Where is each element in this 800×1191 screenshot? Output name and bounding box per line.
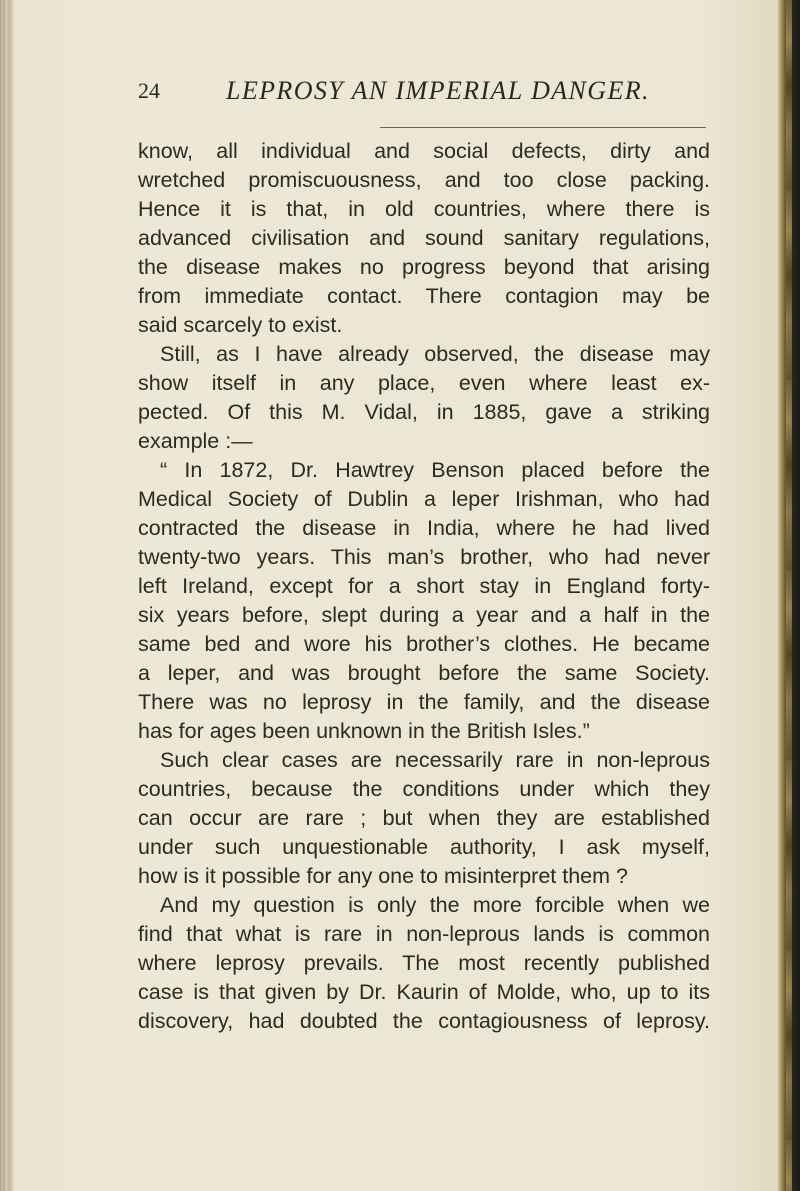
text-line: “ In 1872, Dr. Hawtrey Benson placed before the xyxy=(160,458,710,482)
text-line: find that what is rare in non-leprous lands is common xyxy=(138,922,710,946)
text-line: pected. Of this M. Vidal, in 1885, gave a striking xyxy=(138,400,710,424)
text-line: same bed and wore his brother’s clothes. He became xyxy=(138,632,710,656)
text-line: Medical Society of Dublin a leper Irishman, who had xyxy=(138,487,710,511)
page-number: 24 xyxy=(138,78,160,103)
text-line: twenty-two years. This man’s brother, who had never xyxy=(138,545,710,569)
page-edge-gilt xyxy=(786,0,792,1191)
text-line: know, all individual and social defects, dirty and xyxy=(138,139,710,163)
text-line: contracted the disease in India, where he had lived xyxy=(138,516,710,540)
header-rule xyxy=(380,127,706,128)
text-line: Such clear cases are necessarily rare in non-leprous xyxy=(160,748,710,772)
text-line: And my question is only the more forcible when we xyxy=(160,893,710,917)
text-line: countries, because the conditions under which they xyxy=(138,777,710,801)
text-line: the disease makes no progress beyond that arising xyxy=(138,255,710,279)
text-line: wretched promiscuousness, and too close packing. xyxy=(138,168,710,192)
text-line: a leper, and was brought before the same Society. xyxy=(138,661,710,685)
running-title: LEPROSY AN IMPERIAL DANGER. xyxy=(226,76,650,105)
binding-edge xyxy=(0,0,14,1191)
text-line: example :— xyxy=(138,429,253,453)
text-line: has for ages been unknown in the British Isles.” xyxy=(138,719,590,743)
text-line: can occur are rare ; but when they are established xyxy=(138,806,710,830)
text-line: discovery, had doubted the contagiousness of leprosy. xyxy=(138,1009,710,1033)
text-line: advanced civilisation and sound sanitary regulations, xyxy=(138,226,710,250)
text-line: show itself in any place, even where least ex- xyxy=(138,371,710,395)
text-line: from immediate contact. There contagion may be xyxy=(138,284,710,308)
page-header xyxy=(138,78,708,110)
body-text xyxy=(138,137,710,1036)
text-line: under such unquestionable authority, I ask myself, xyxy=(138,835,710,859)
text-line: Hence it is that, in old countries, where there is xyxy=(138,197,710,221)
text-line: left Ireland, except for a short stay in England forty- xyxy=(138,574,710,598)
text-line: said scarcely to exist. xyxy=(138,313,343,337)
text-line: six years before, slept during a year and a half in the xyxy=(138,603,710,627)
text-line: Still, as I have already observed, the disease may xyxy=(160,342,710,366)
text-line: how is it possible for any one to misinterpret them ? xyxy=(138,864,628,888)
text-line: where leprosy prevails. The most recently published xyxy=(138,951,710,975)
text-line: There was no leprosy in the family, and the disease xyxy=(138,690,710,714)
text-line: case is that given by Dr. Kaurin of Molde, who, up to its xyxy=(138,980,710,1004)
